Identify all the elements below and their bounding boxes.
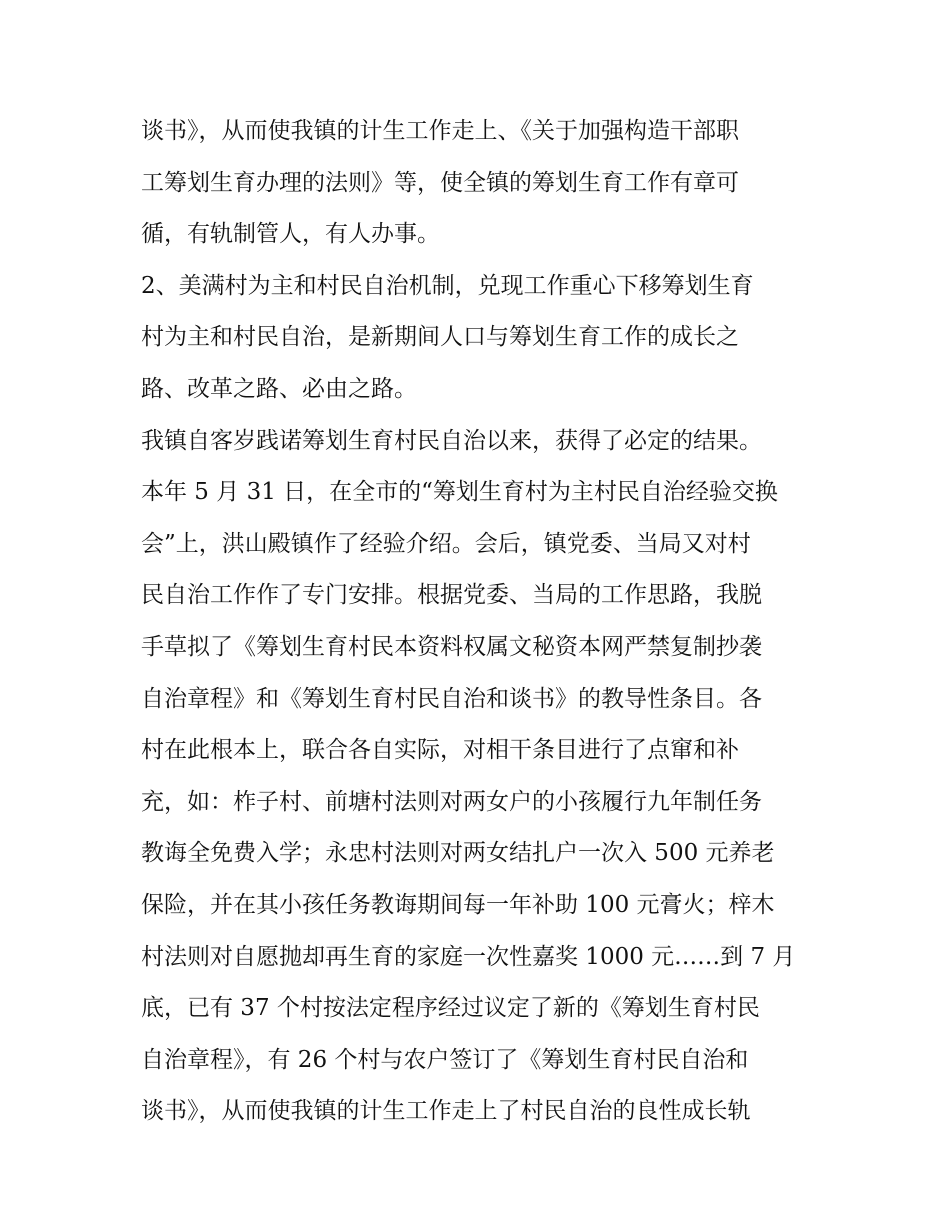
text-line-15: 教诲全免费入学；永忠村法则对两女结扎户一次入 500 元养老 (141, 840, 775, 867)
text-line-12: 自治章程》和《筹划生育村民自治和谈书》的教导性条目。各 (141, 685, 762, 712)
text-line-14: 充，如：柞子村、前塘村法则对两女户的小孩履行九年制任务 (141, 788, 762, 815)
text-line-20: 谈书》，从而使我镇的计生工作走上了村民自治的良性成长轨 (141, 1098, 751, 1125)
text-line-13: 村在此根本上，联合各自实际，对相干条目进行了点窜和补 (141, 737, 739, 764)
text-line-11: 手草拟了《筹划生育村民本资料权属文秘资本网严禁复制抄袭 (141, 633, 762, 660)
text-line-17: 村法则对自愿抛却再生育的家庭一次性嘉奖 1000 元……到 7 月 (141, 943, 796, 970)
text-line-6: 路、改革之路、必由之路。 (141, 375, 417, 402)
text-line-5: 村为主和村民自治，是新期间人口与筹划生育工作的成长之 (141, 324, 739, 351)
text-line-7: 我镇自客岁践诺筹划生育村民自治以来，获得了必定的结果。 (141, 427, 762, 454)
text-line-8: 本年 5 月 31 日，在全市的“筹划生育村为主村民自治经验交换 (141, 479, 778, 506)
text-line-3: 循，有轨制管人，有人办事。 (141, 221, 440, 248)
text-line-1: 谈书》，从而使我镇的计生工作走上、《关于加强构造干部职 (141, 118, 739, 144)
text-line-4: 2、美满村为主和村民自治机制，兑现工作重心下移筹划生育 (141, 272, 754, 299)
text-line-19: 自治章程》，有 26 个村与农户签订了《筹划生育村民自治和 (141, 1046, 749, 1073)
text-line-18: 底，已有 37 个村按法定程序经过议定了新的《筹划生育村民 (141, 995, 760, 1022)
text-line-16: 保险，并在其小孩任务教诲期间每一年补助 100 元膏火；梓木 (141, 891, 775, 918)
text-line-10: 民自治工作作了专门安排。根据党委、当局的工作思路，我脱 (141, 582, 762, 609)
body-text (141, 106, 821, 1138)
text-line-2: 工筹划生育办理的法则》等，使全镇的筹划生育工作有章可 (141, 169, 739, 196)
text-line-9: 会”上，洪山殿镇作了经验介绍。会后，镇党委、当局又对村 (141, 530, 751, 557)
